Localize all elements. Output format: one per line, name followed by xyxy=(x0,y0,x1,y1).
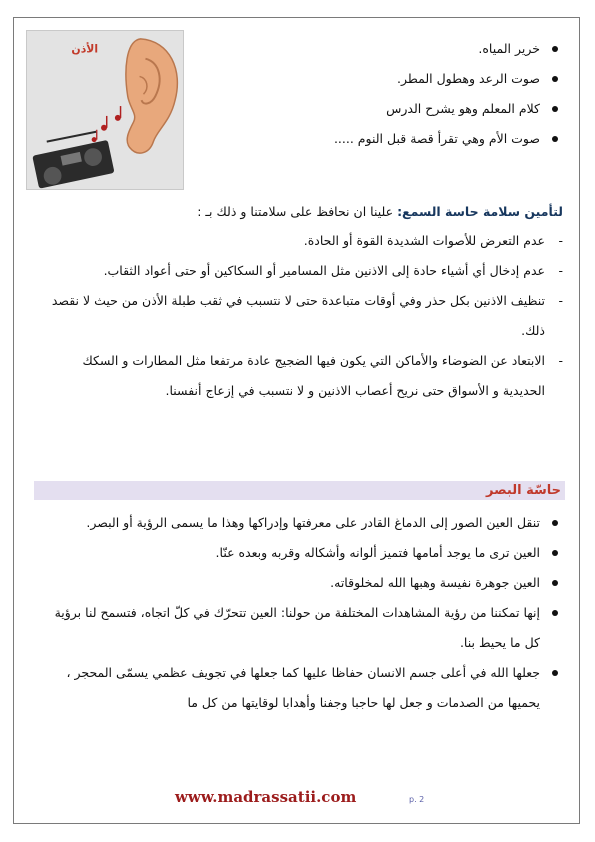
list-item: كلام المعلم وهو يشرح الدرس xyxy=(210,94,540,124)
list-item: صوت الرعد وهطول المطر. xyxy=(210,64,540,94)
hearing-examples-list xyxy=(210,34,540,154)
list-item: - الابتعاد عن الضوضاء والأماكن التي يكون فيها الضجيج عادة مرتفعا مثل المطارات و السكك الحديدية و الأسواق حتى نريح أعصاب الاذنين و لا نتسبب في إزعاج أنفسنا. xyxy=(38,346,563,406)
list-item: - تنظيف الاذنين بكل حذر وفي أوقات متباعدة حتى لا نتسبب في ثقب طبلة الأذن من حيث لا نقصد ذلك. xyxy=(38,286,563,346)
protection-intro: علينا ان نحافظ على سلامتنا و ذلك بـ : xyxy=(197,204,398,219)
list-item: صوت الأم وهي تقرأ قصة قبل النوم ..... xyxy=(210,124,540,154)
list-item: العين ترى ما يوجد أمامها فتميز ألوانه وأشكاله وقربه وبعده عنّا. xyxy=(40,538,540,568)
list-item: - عدم إدخال أي أشياء حادة إلى الاذنين مثل المسامير أو السكاكين أو حتى أعواد الثقاب. xyxy=(38,256,563,286)
sight-list xyxy=(40,508,540,718)
ear-radio-illustration xyxy=(26,30,184,190)
list-item: جعلها الله في أعلى جسم الانسان حفاظا عليها كما جعلها في تجويف عظمي يسمّى المحجر ، يحميها من الصدمات و جعل لها حاجبا وجفنا وأهدابا لوقايتها من كل ما xyxy=(40,658,540,718)
list-item: - عدم التعرض للأصوات الشديدة القوة أو الحادة. xyxy=(38,226,563,256)
sight-section-bar xyxy=(34,481,565,500)
list-item: تنقل العين الصور إلى الدماغ القادر على معرفتها وإدراكها وهذا ما يسمى الرؤية أو البصر. xyxy=(40,508,540,538)
protection-heading xyxy=(33,200,563,224)
illustration-label: الأذن xyxy=(71,42,99,56)
protection-list xyxy=(38,226,563,406)
footer-website-link[interactable]: www.madrassatii.com xyxy=(175,788,357,806)
protection-title: لتأمين سلامة حاسة السمع: xyxy=(397,204,563,219)
page-number: p. 2 xyxy=(409,795,425,804)
sight-section-title: حاسّة البصر xyxy=(486,483,561,498)
list-item: العين جوهرة نفيسة وهبها الله لمخلوقاته. xyxy=(40,568,540,598)
list-item: إنها تمكننا من رؤية المشاهدات المختلفة من حولنا: العين تتحرّك في كلّ اتجاه، فتسمح لنا برؤية كل ما يحيط بنا. xyxy=(40,598,540,658)
list-item: خرير المياه. xyxy=(210,34,540,64)
